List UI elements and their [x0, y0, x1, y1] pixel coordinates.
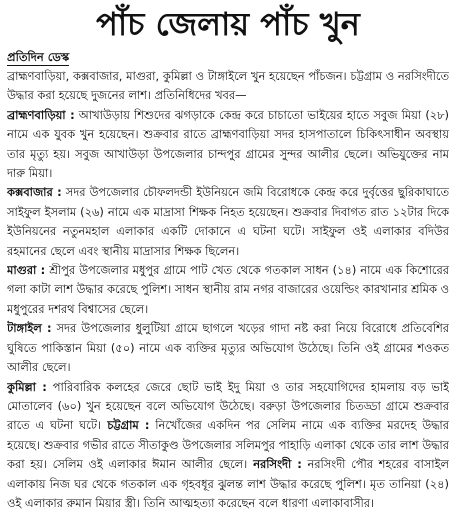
report-text: শ্রীপুর উপজেলার মধুপুর গ্রামে পাট খেত থেকে গতকাল সাধন (১৪) নামে এক কিশোরের গলা কাটা লাশ উদ্ধার করেছে পুলিশ। সাধন স্থানীয় রাম নগর বাজারের ওয়েল্ডিং কারখানার শ্রমিক ও মধুপুরের দশরথ বিশ্বাসের ছেলে। [7, 263, 449, 316]
headline: পাঁচ জেলায় পাঁচ খুন [7, 4, 449, 44]
place-label: মাগুরা : [7, 263, 45, 277]
place-label: কুমিল্লা : [7, 380, 47, 394]
place-label-narsingdi: নরসিংদী : [247, 457, 302, 471]
report-text-narsingdi: নরসিংদী পৌর শহরের বাসাইল এলাকায় নিজ ঘর থেকে গতকাল এক গৃহবধূর ঝুলন্ত লাশ উদ্ধার করেছে পুলিশ। মৃত তানিয়া (২৪) ওই এলাকার রুমান মিয়ার স্ত্রী। তিনি আত্মহত্যা করেছেন বলে ধারণা এলাকাবাসীর। [7, 457, 449, 510]
report-magura [7, 261, 449, 319]
report-text: সদর উপজেলার ধুলুটিয়া গ্রামে ছাগলে খড়ের গাদা নষ্ট করা নিয়ে বিরোধে প্রতিবেশির ঘুষিতে পাকিস্তান মিয়া (৫০) নামে এক ব্যক্তির মৃত্যুর অভিযোগ উঠেছে। তিনি ওই গ্রামের শওকত আলীর ছেলে। [7, 321, 449, 374]
report-text: সদর উপজেলার চৌফলদন্ডী ইউনিয়নে জমি বিরোধকে কেন্দ্র করে দুর্বৃত্তের ছুরিকাঘাতে সাইফুল ইসলাম (২৬) নামে এক মাদ্রাসা শিক্ষক নিহত হয়েছেন। শুক্রবার দিবাগত রাত ১২টার দিকে ইউনিয়নের নতুনমহাল এলাকার একটি দোকানে এ ঘটনা ঘটে। সাইফুল ওই এলাকার বদিউর রহমানের ছেলে এবং স্থানীয় মাদ্রাসার শিক্ষক ছিলেন। [7, 185, 449, 257]
report-text: পারিবারিক কলহের জেরে ছোট ভাই ইদু মিয়া ও তার সহযোগিদের হামলায় বড় ভাই মোতালেব (৬০) খুন হয়েছেন বলে অভিযোগ উঠেছে। বরুড়া উপজেলার চিতড্ডা গ্রামে শুক্রবার রাতে এ ঘটনা ঘটে। [7, 380, 449, 433]
article-body [7, 67, 449, 513]
intro-paragraph [7, 67, 449, 106]
report-text-chittagong: নিখোঁজের একদিন পর সেলিম নামে এক ব্যক্তির মরদেহ উদ্ধার হয়েছে। শুক্রবার গভীর রাতে সীতাকুণ্ড উপজেলার সলিমপুর পাহাড়ি এলাকা থেকে তার লাশ উদ্ধার করা হয়। সেলিম ওই এলাকার ঈমান আলীর ছেলে। [7, 418, 449, 471]
place-label: ব্রাহ্মণবাড়িয়া : [7, 108, 75, 122]
report-brahmanbaria [7, 106, 449, 184]
report-coxsbazar [7, 183, 449, 261]
place-label-chittagong: চট্টগ্রাম : [101, 418, 149, 432]
intro-text: ব্রাহ্মণবাড়িয়া, কক্সবাজার, মাগুরা, কুমিল্লা ও টাঙ্গাইলে খুন হয়েছেন পাঁচজন। চট্টগ্রাম ও নরসিংদীতে উদ্ধার করা হয়েছে দুজনের লাশ। প্রতিনিধিদের খবর— [7, 69, 449, 102]
place-label: কক্সবাজার : [7, 185, 62, 199]
report-tangail [7, 319, 449, 377]
byline-desk: প্রতিদিন ডেস্ক [7, 49, 69, 66]
report-comilla-chittagong-narsingdi [7, 378, 449, 513]
place-label: টাঙ্গাইল : [7, 321, 52, 335]
report-text: আখাউড়ায় শিশুদের ঝগড়াকে কেন্দ্র করে চাচাতো ভাইয়ের হাতে সবুজ মিয়া (২৮) নামে এক যুবক খুন হয়েছেন। শুক্রবার রাতে ব্রাহ্মণবাড়িয়া সদর হাসপাতালে চিকিৎসাধীন অবস্থায় তার মৃত্যু হয়। সবুজ আখাউড়া উপজেলার চান্দপুর গ্রামের সুন্দর আলীর ছেলে। অভিযুক্তের নাম দারু মিয়া। [7, 108, 449, 180]
